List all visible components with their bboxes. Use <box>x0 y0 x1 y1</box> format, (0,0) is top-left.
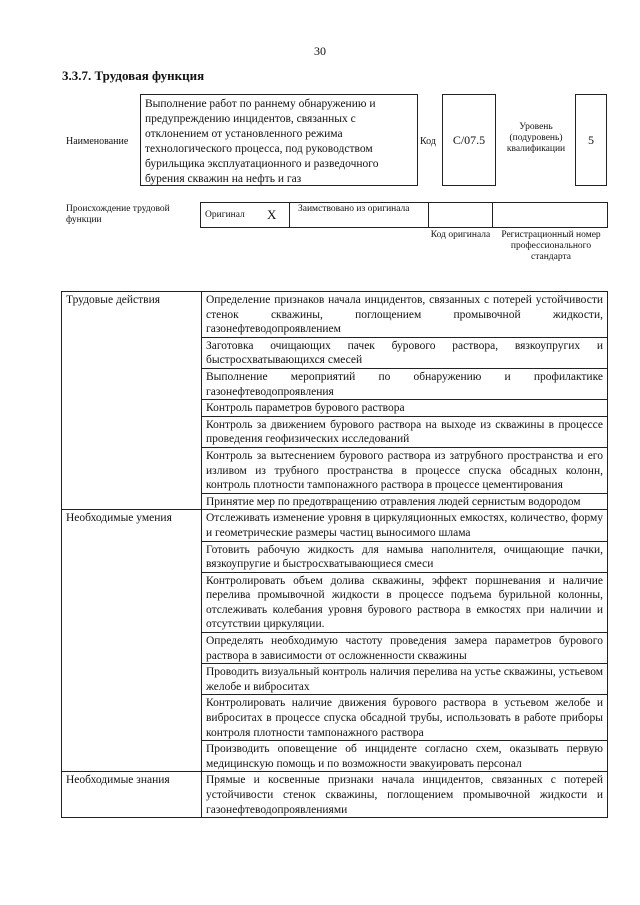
origin-borrowed-cell <box>289 202 429 228</box>
level-box <box>575 94 607 186</box>
table-row <box>62 292 608 338</box>
item-cell: Контроль параметров бурового раствора <box>202 400 608 417</box>
item-cell: Прямые и косвенные признаки начала инцидентов, связанных с потерей устойчивости стенок скважины, поглощением промывочной жидкости и газонефтеводопроявлениями <box>202 772 608 818</box>
table-row <box>62 510 608 541</box>
code-label: Код <box>420 136 436 147</box>
item-cell: Производить оповещение об инциденте согласно схем, оказывать первую медицинскую помощь и по возможности эвакуировать персонал <box>202 741 608 772</box>
category-cell: Трудовые действия <box>62 292 202 510</box>
origin-reg-cell <box>492 202 608 228</box>
original-mark: X <box>267 207 277 222</box>
category-cell: Необходимые умения <box>62 510 202 772</box>
section-heading: 3.3.7. Трудовая функция <box>62 68 205 83</box>
level-value: 5 <box>588 132 594 147</box>
level-label: Уровень (подуровень) квалификации <box>506 122 566 154</box>
code-value: C/07.5 <box>452 132 486 147</box>
item-cell: Отслеживать изменение уровня в циркуляционных емкостях, количество, форму и геометрические размеры частиц выносимого шлама <box>202 510 608 541</box>
code-original-caption: Код оригинала <box>430 230 491 240</box>
functions-table <box>61 291 608 818</box>
function-name-value: Выполнение работ по раннему обнаружению и предупреждению инцидентов, связанных с отклонением от установленного режима технологического процесса, под руководством бурильщика эксплуатационного и разведочного бурения скважин на нефть и газ <box>145 98 379 185</box>
origin-label: Происхождение трудовой функции <box>66 204 170 225</box>
original-label: Оригинал <box>205 210 245 220</box>
page-number: 30 <box>314 44 326 58</box>
origin-code-cell <box>428 202 493 228</box>
category-cell: Необходимые знания <box>62 772 202 818</box>
item-cell: Контроль за вытеснением бурового раствора из затрубного пространства и его изливом из трубного пространства в процессе спуска обсадных колонн, контроль плотности тампонажного раствора в процессе цементирования <box>202 447 608 493</box>
item-cell: Определять необходимую частоту проведения замера параметров бурового раствора в зависимости от осложненности скважины <box>202 633 608 664</box>
item-cell: Проводить визуальный контроль наличия перелива на устье скважины, устьевом желобе и виброситах <box>202 664 608 695</box>
item-cell: Заготовка очищающих пачек бурового раствора, вязкоупругих и быстросхватывающихся смесей <box>202 337 608 368</box>
item-cell: Контролировать наличие движения бурового раствора в устьевом желобе и виброситах в процессе спуска обсадной трубы, использовать в работе приборы контроля плотности тампонажного раствора <box>202 695 608 741</box>
item-cell: Готовить рабочую жидкость для намыва наполнителя, очищающие пачки, вязкоупругие и быстросхватывающиеся смеси <box>202 541 608 572</box>
item-cell: Контроль за движением бурового раствора на выходе из скважины в процессе проведения геофизических исследований <box>202 416 608 447</box>
origin-original-cell <box>200 202 290 228</box>
table-row <box>62 772 608 818</box>
reg-number-caption: Регистрационный номер профессионального стандарта <box>501 230 601 262</box>
item-cell: Определение признаков начала инцидентов, связанных с потерей устойчивости стенок скважины, поглощением промывочной жидкости, газонефтеводопроявлением <box>202 292 608 338</box>
function-name-box <box>140 94 418 186</box>
item-cell: Контролировать объем долива скважины, эффект поршневания и наличие перелива промывочной жидкости в процессе подъема бурильной колонны, отслеживать колебания уровня бурового раствора в емкостях при наличии и отсутствии циркуляции. <box>202 572 608 632</box>
code-box <box>442 94 496 186</box>
item-cell: Принятие мер по предотвращению отравления людей сернистым водородом <box>202 493 608 510</box>
name-label: Наименование <box>66 136 129 147</box>
borrowed-label: Заимствовано из оригинала <box>298 204 410 214</box>
item-cell: Выполнение мероприятий по обнаружению и профилактике газонефтеводопроявления <box>202 368 608 399</box>
